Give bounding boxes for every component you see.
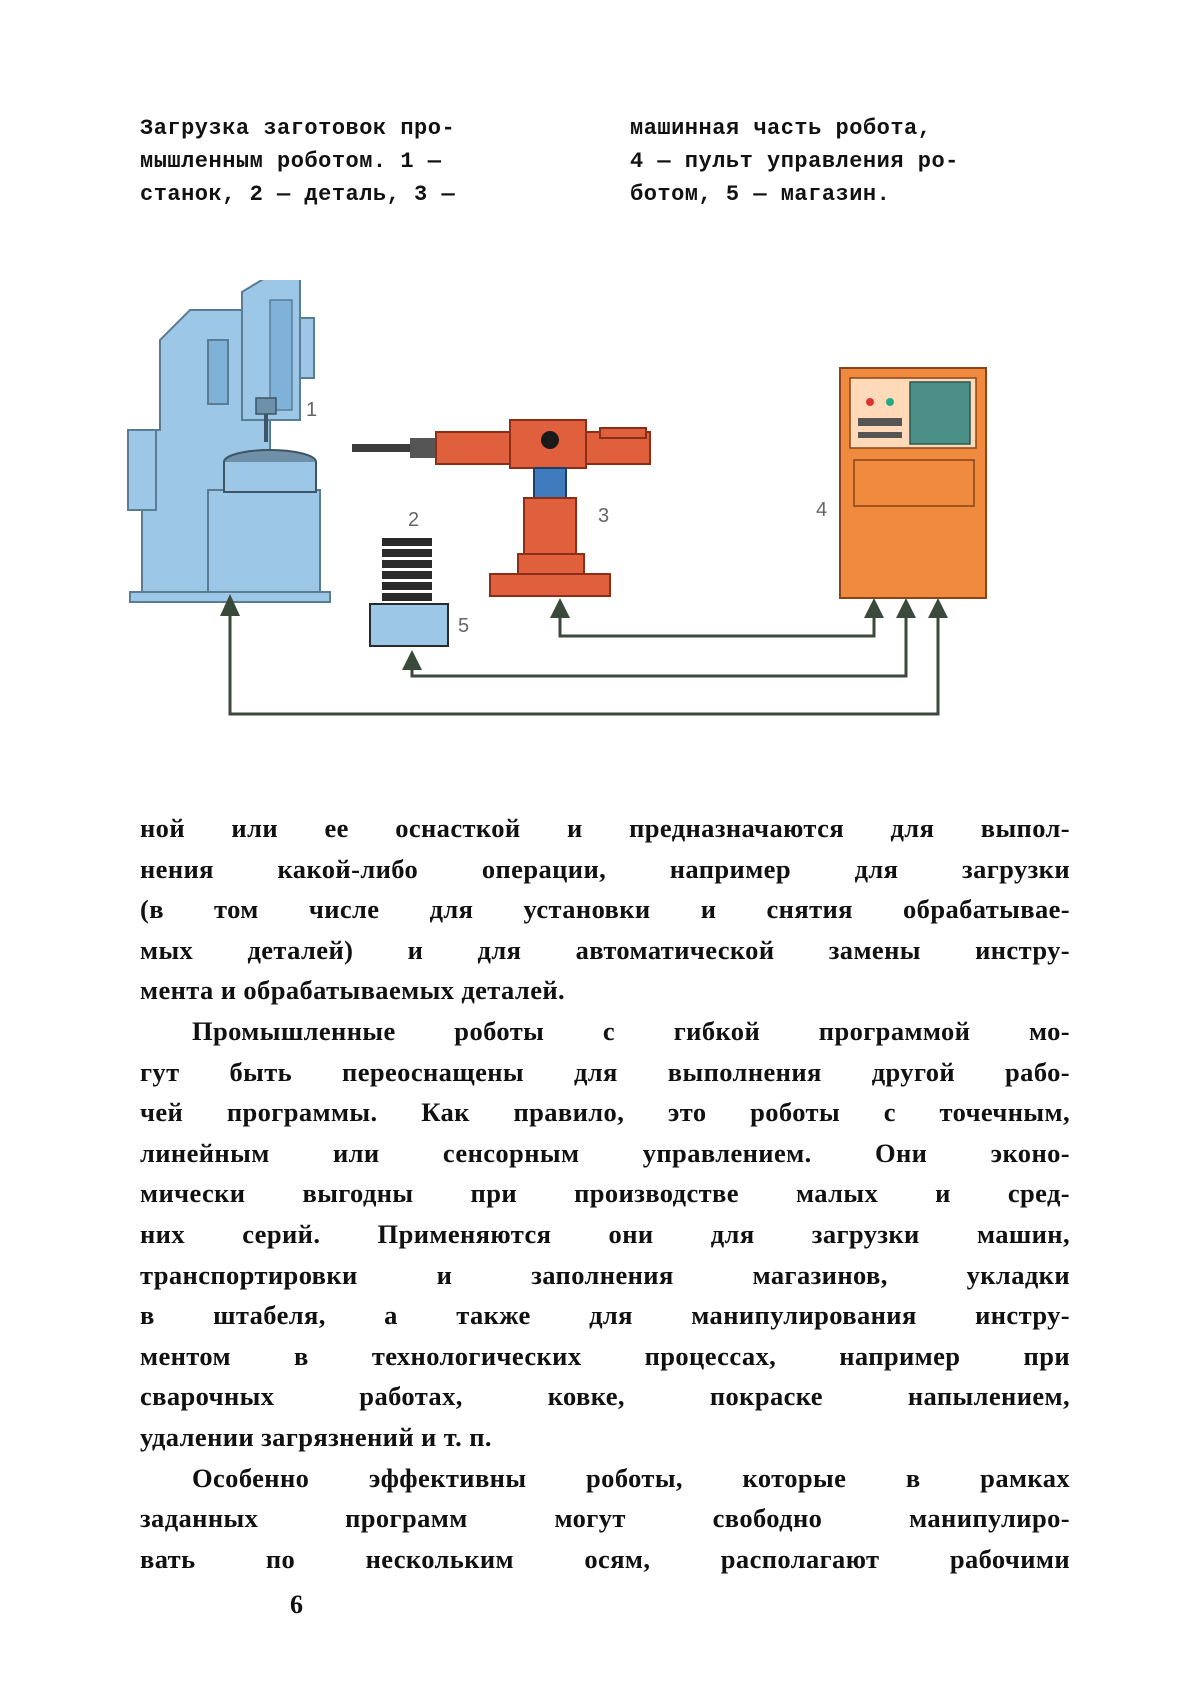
arrow-magazine	[402, 650, 422, 670]
body-line: линейным или сенсорным управлением. Они эконо-	[140, 1137, 1070, 1168]
caption-line: 4 — пульт управления ро-	[630, 149, 959, 174]
label-3: 3	[598, 505, 610, 527]
body-line: них серий. Применяются они для загрузки машин,	[140, 1218, 1070, 1249]
panel-lower-box	[854, 460, 974, 506]
machine-tool	[128, 280, 330, 602]
arrow-panel-3	[928, 598, 948, 618]
body-line: Особенно эффективны роботы, которые в рамках	[192, 1462, 1070, 1493]
caption-line: ботом, 5 — магазин.	[630, 182, 891, 207]
page-number: 6	[290, 1590, 303, 1619]
label-5: 5	[458, 615, 470, 637]
caption-left	[140, 112, 600, 211]
caption-line: машинная часть робота,	[630, 116, 932, 141]
part-disc	[382, 571, 432, 579]
body-line: гут быть переоснащены для выполнения другой рабо-	[140, 1056, 1070, 1087]
machine-workpiece-body	[224, 462, 316, 492]
magazine	[370, 604, 448, 646]
control-panel	[840, 368, 986, 598]
body-text	[140, 808, 1070, 1579]
panel-indicator-green	[886, 398, 894, 406]
part-disc	[382, 593, 432, 601]
caption-line: мышленным роботом. 1 —	[140, 149, 442, 174]
body-line: в штабеля, а также для манипулирования инстру-	[140, 1300, 1070, 1331]
machine-head-side	[300, 318, 314, 378]
line-to-magazine	[412, 614, 906, 676]
robot-base-step	[518, 554, 584, 574]
arrow-panel-2	[896, 598, 916, 618]
part-disc	[382, 560, 432, 568]
arrow-robot	[550, 598, 570, 618]
label-1: 1	[306, 399, 318, 421]
body-line: мых деталей) и для автоматической замены инстру-	[140, 934, 1070, 965]
machine-column-panel	[128, 430, 156, 510]
panel-switches	[858, 432, 902, 438]
body-line: (в том числе для установки и снятия обрабатывае-	[140, 894, 1070, 925]
part-stack	[382, 538, 432, 601]
body-line: мически выгодны при производстве малых и сред-	[140, 1178, 1070, 1209]
robot-arm-wrist	[410, 438, 438, 458]
machine-head-inner	[270, 300, 292, 410]
machine-spindle	[256, 398, 276, 414]
robot-loading-diagram	[120, 280, 1100, 800]
part-disc	[382, 582, 432, 590]
body-line: сварочных работах, ковке, покраске напылением,	[140, 1381, 1070, 1412]
part-disc	[382, 549, 432, 557]
body-line: Промышленные роботы с гибкой программой мо-	[192, 1015, 1070, 1046]
body-line: нения какой-либо операции, например для загрузки	[140, 853, 1070, 884]
line-to-robot	[560, 614, 874, 636]
label-2: 2	[408, 509, 420, 531]
body-line: ной или ее оснасткой и предназначаются для выпол-	[140, 813, 1070, 843]
signal-lines	[230, 614, 938, 714]
robot-joint	[541, 431, 559, 449]
panel-indicator-red	[866, 398, 874, 406]
robot-base	[490, 574, 610, 596]
body-line: удалении загрязнений и т. п.	[140, 1421, 492, 1452]
machine-table-body	[208, 490, 320, 592]
body-line: транспортировки и заполнения магазинов, укладки	[140, 1259, 1070, 1290]
body-line: чей программы. Как правило, это роботы с точечным,	[140, 1097, 1070, 1128]
robot-column-top	[534, 468, 566, 498]
machine-front-slot	[208, 340, 228, 404]
panel-switches	[858, 418, 902, 426]
machine-tool-bit	[264, 414, 268, 442]
caption-line: Загрузка заготовок про-	[140, 116, 456, 141]
label-4: 4	[816, 499, 828, 521]
robot-arm-rail	[600, 428, 646, 438]
caption-line: станок, 2 — деталь, 3 —	[140, 182, 456, 207]
part-disc	[382, 538, 432, 546]
robot-column	[524, 498, 576, 554]
robot-arm-gripper	[352, 444, 414, 452]
line-to-machine	[230, 614, 938, 714]
body-line: мента и обрабатываемых деталей.	[140, 975, 566, 1006]
caption-right	[630, 112, 1070, 211]
body-line: вать по нескольким осям, располагают рабочими	[140, 1543, 1070, 1574]
arrowheads	[220, 594, 948, 670]
body-line: заданных программ могут свободно манипулиро-	[140, 1503, 1070, 1534]
arrow-panel-1	[864, 598, 884, 618]
panel-keypad	[910, 382, 970, 444]
body-line: ментом в технологических процессах, например при	[140, 1340, 1070, 1371]
